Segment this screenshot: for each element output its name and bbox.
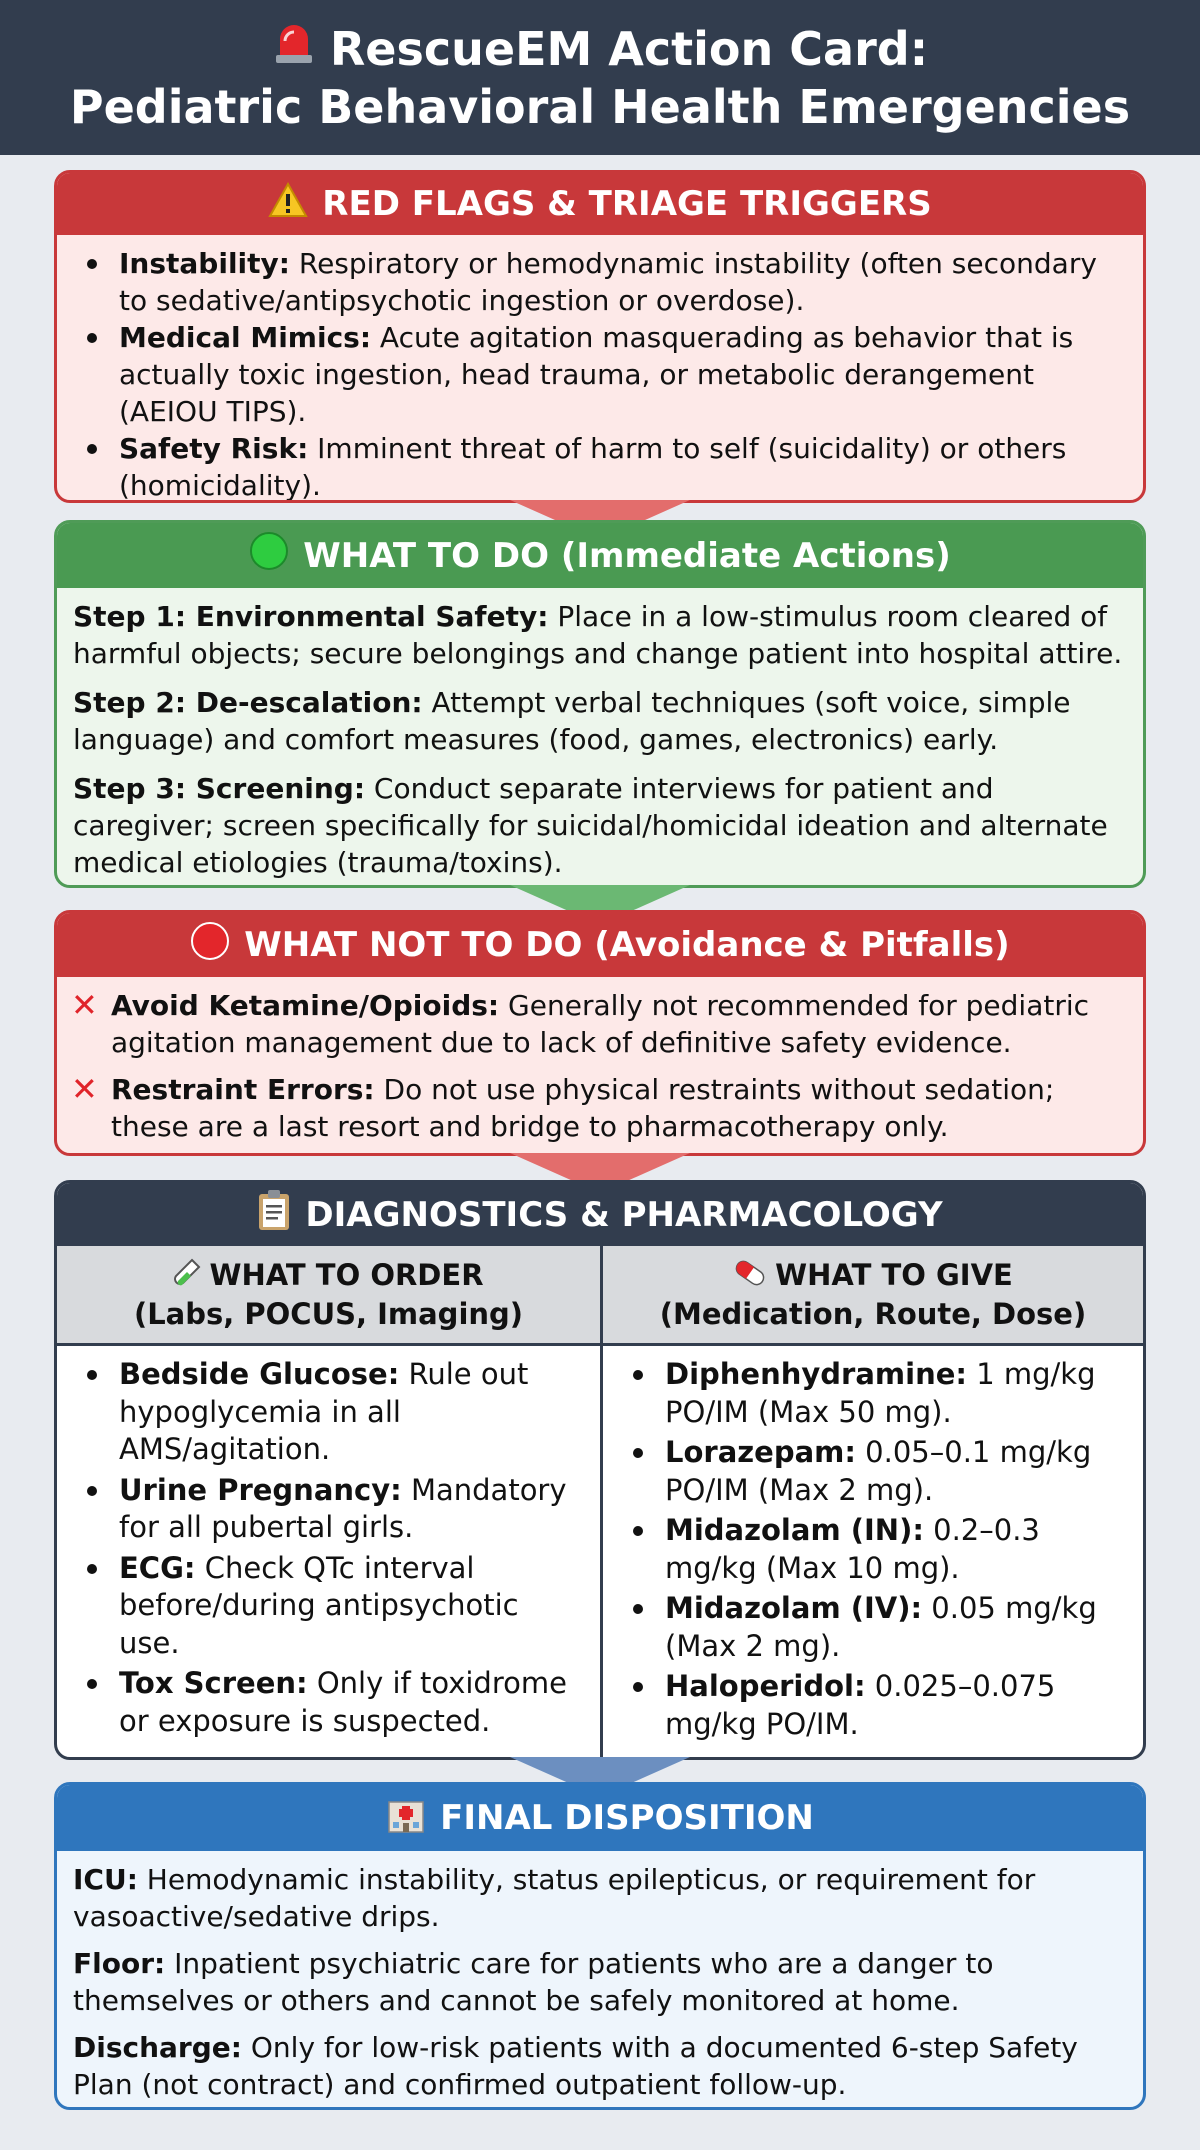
red-flags-header — [57, 173, 1143, 235]
list-item: ECG: Check QTc interval before/during antipsychotic use. — [57, 1550, 586, 1663]
what-not-to-do-title: WHAT NOT TO DO (Avoidance & Pitfalls) — [244, 925, 1010, 965]
red-flags-card — [54, 170, 1146, 503]
list-item: Urine Pregnancy: Mandatory for all pubertal girls. — [57, 1472, 586, 1547]
list-item: ✕ Restraint Errors: Do not use physical restraints without sedation; these are a last resort and bridge to pharmacotherapy only. — [71, 1070, 1055, 1143]
hospital-icon — [386, 1794, 426, 1843]
clipboard-icon — [257, 1189, 291, 1240]
list-item: Tox Screen: Only if toxidrome or exposure is suspected. — [57, 1665, 586, 1740]
disposition-title: FINAL DISPOSITION — [440, 1798, 814, 1838]
order-column-header: WHAT TO ORDER (Labs, POCUS, Imaging) — [57, 1246, 600, 1346]
what-not-to-do-card — [54, 910, 1146, 1156]
disposition-item: Floor: Inpatient psychiatric care for patients who are a danger to themselves or others and cannot be safely monitored at home. — [73, 1947, 994, 2017]
disposition-card — [54, 1782, 1146, 2110]
red-flags-list — [57, 245, 1127, 503]
green-circle-icon — [249, 531, 289, 580]
order-list — [57, 1356, 586, 1740]
list-item: Instability: Respiratory or hemodynamic instability (often secondary to sedative/antipsychotic ingestion or overdose). — [57, 245, 1127, 319]
list-item: ✕ Avoid Ketamine/Opioids: Generally not recommended for pediatric agitation management due to lack of definitive safety evidence. — [71, 986, 1090, 1059]
page-header — [0, 0, 1200, 155]
list-item: Medical Mimics: Acute agitation masquerading as behavior that is actually toxic ingestion, head trauma, or metabolic derangement (AEIOU TIPS). — [57, 319, 1127, 430]
cross-mark-icon: ✕ — [71, 1070, 98, 1108]
list-item: Bedside Glucose: Rule out hypoglycemia in all AMS/agitation. — [57, 1356, 586, 1469]
give-column-header: WHAT TO GIVE (Medication, Route, Dose) — [603, 1246, 1143, 1346]
step-item: Step 1: Environmental Safety: Place in a low-stimulus room cleared of harmful objects; secure belongings and change patient into hospital attire. — [73, 600, 1123, 670]
cross-mark-icon: ✕ — [71, 986, 98, 1024]
step-item: Step 2: De-escalation: Attempt verbal techniques (soft voice, simple language) and comfort measures (food, games, electronics) early. — [73, 686, 1071, 756]
what-to-do-card — [54, 520, 1146, 888]
diagnostics-header — [57, 1183, 1143, 1246]
what-not-to-do-header — [57, 913, 1143, 977]
test-tube-icon — [173, 1258, 201, 1296]
what-to-do-header — [57, 523, 1143, 588]
red-flags-title: RED FLAGS & TRIAGE TRIGGERS — [322, 184, 932, 224]
stop-circle-icon — [190, 921, 230, 970]
step-item: Step 3: Screening: Conduct separate interviews for patient and caregiver; screen specifically for suicidal/homicidal ideation and alternate medical etiologies (trauma/toxins). — [73, 772, 1108, 879]
diagnostics-title: DIAGNOSTICS & PHARMACOLOGY — [305, 1194, 943, 1235]
list-item: Safety Risk: Imminent threat of harm to self (suicidality) or others (homicidality). — [57, 430, 1127, 503]
list-item: Diphenhydramine: 1 mg/kg PO/IM (Max 50 mg). — [603, 1356, 1129, 1431]
disposition-header — [57, 1785, 1143, 1851]
diagnostics-card — [54, 1180, 1146, 1760]
list-item: Haloperidol: 0.025–0.075 mg/kg PO/IM. — [603, 1668, 1129, 1743]
siren-icon — [272, 19, 316, 78]
list-item: Lorazepam: 0.05–0.1 mg/kg PO/IM (Max 2 mg). — [603, 1434, 1129, 1509]
disposition-item: Discharge: Only for low-risk patients with a documented 6-step Safety Plan (not contract) and confirmed outpatient follow-up. — [73, 2031, 1078, 2101]
what-to-do-title: WHAT TO DO (Immediate Actions) — [303, 535, 951, 576]
warning-icon — [268, 182, 308, 227]
give-column — [600, 1246, 1143, 1757]
order-column — [57, 1246, 600, 1757]
list-item: Midazolam (IN): 0.2–0.3 mg/kg (Max 10 mg). — [603, 1512, 1129, 1587]
page-title-line2: Pediatric Behavioral Health Emergencies — [69, 80, 1131, 134]
give-list — [603, 1356, 1129, 1743]
pill-icon — [733, 1258, 767, 1296]
list-item: Midazolam (IV): 0.05 mg/kg (Max 2 mg). — [603, 1590, 1129, 1665]
disposition-item: ICU: Hemodynamic instability, status epilepticus, or requirement for vasoactive/sedative drips. — [73, 1863, 1036, 1933]
page-title-line1: RescueEM Action Card: — [329, 21, 929, 76]
